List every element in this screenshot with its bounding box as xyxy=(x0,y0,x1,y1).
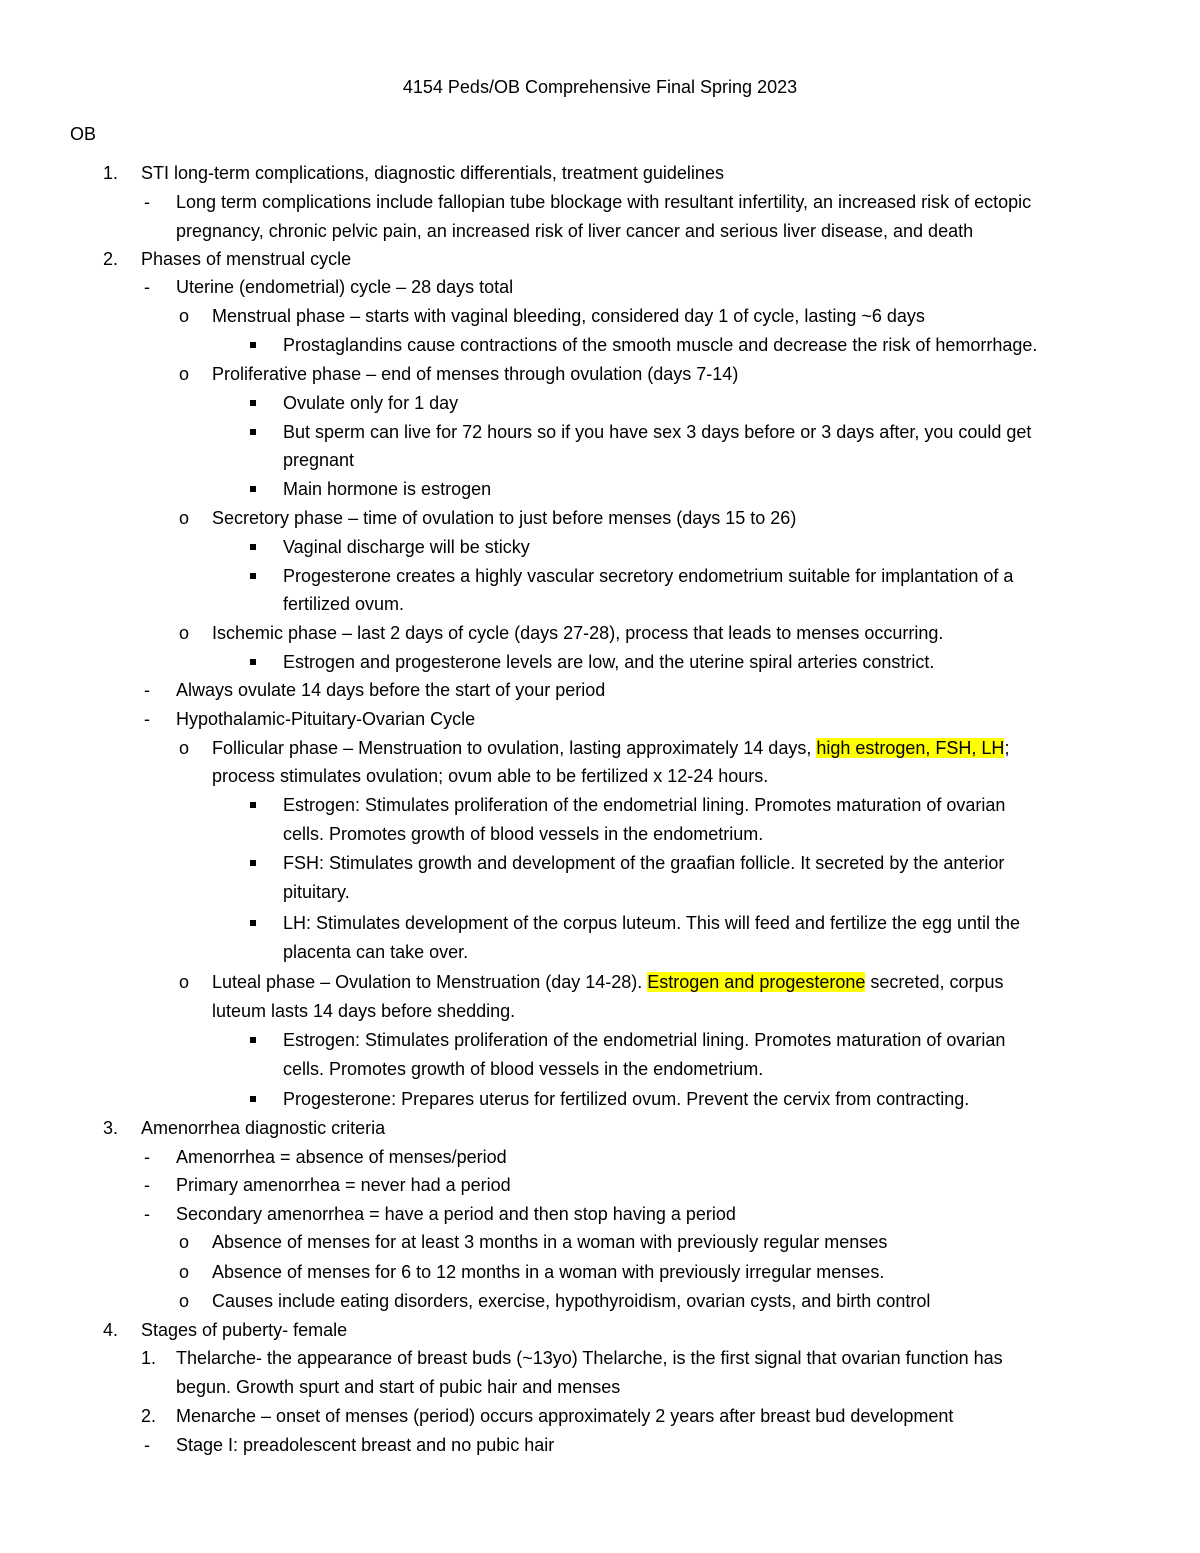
list-text: Primary amenorrhea = never had a period xyxy=(176,1175,511,1195)
square-bullet xyxy=(250,920,256,926)
dash-bullet: - xyxy=(144,680,150,700)
list-text: Long term complications include fallopian tube blockage with resultant infertility, an increased risk of ectopic xyxy=(176,192,1032,212)
list-text: Amenorrhea = absence of menses/period xyxy=(176,1147,507,1167)
square-bullet xyxy=(250,860,256,866)
list-text: Causes include eating disorders, exercise, hypothyroidism, ovarian cysts, and birth control xyxy=(212,1291,931,1311)
list-number: 1. xyxy=(141,1348,157,1368)
text-run: secreted, corpus xyxy=(865,972,1004,992)
list-number: 4. xyxy=(103,1320,119,1340)
dash-bullet: - xyxy=(144,1147,150,1167)
list-text: placenta can take over. xyxy=(283,942,469,962)
list-text: pregnancy, chronic pelvic pain, an increased risk of liver cancer and serious liver disease, and death xyxy=(176,221,974,241)
list-number: 3. xyxy=(103,1118,119,1138)
list-text: But sperm can live for 72 hours so if you have sex 3 days before or 3 days after, you could get xyxy=(283,422,1032,442)
list-text: Hypothalamic-Pituitary-Ovarian Cycle xyxy=(176,709,476,729)
circle-bullet: o xyxy=(179,1232,190,1252)
list-text: Progesterone: Prepares uterus for fertilized ovum. Prevent the cervix from contracting. xyxy=(283,1089,970,1109)
square-bullet xyxy=(250,659,256,665)
dash-bullet: - xyxy=(144,277,150,297)
list-number: 1. xyxy=(103,163,119,183)
highlighted-text: Estrogen and progesterone xyxy=(647,972,866,992)
list-text: Uterine (endometrial) cycle – 28 days total xyxy=(176,277,514,297)
list-text: pregnant xyxy=(283,450,355,470)
square-bullet xyxy=(250,486,256,492)
dash-bullet: - xyxy=(144,1435,150,1455)
list-text: Vaginal discharge will be sticky xyxy=(283,537,530,557)
list-text: cells. Promotes growth of blood vessels in the endometrium. xyxy=(283,1059,764,1079)
text-run: Follicular phase – Menstruation to ovulation, lasting approximately 14 days, xyxy=(212,738,817,758)
circle-bullet: o xyxy=(179,306,190,326)
section-heading: OB xyxy=(70,124,97,144)
list-text: Absence of menses for at least 3 months in a woman with previously regular menses xyxy=(212,1232,888,1252)
list-text: Secretory phase – time of ovulation to just before menses (days 15 to 26) xyxy=(212,508,797,528)
dash-bullet: - xyxy=(144,1175,150,1195)
list-text: Stage I: preadolescent breast and no pubic hair xyxy=(176,1435,555,1455)
circle-bullet: o xyxy=(179,623,190,643)
square-bullet xyxy=(250,342,256,348)
list-text: Main hormone is estrogen xyxy=(283,479,492,499)
list-text: luteum lasts 14 days before shedding. xyxy=(212,1001,516,1021)
list-text: process stimulates ovulation; ovum able to be fertilized x 12-24 hours. xyxy=(212,766,769,786)
list-text: Estrogen and progesterone levels are low, and the uterine spiral arteries constrict. xyxy=(283,652,935,672)
list-text: Thelarche- the appearance of breast buds (~13yo) Thelarche, is the first signal that ovarian function has xyxy=(176,1348,1003,1368)
square-bullet xyxy=(250,573,256,579)
list-text: Estrogen: Stimulates proliferation of the endometrial lining. Promotes maturation of ovarian xyxy=(283,1030,1006,1050)
list-text: Always ovulate 14 days before the start of your period xyxy=(176,680,606,700)
list-text: begun. Growth spurt and start of pubic hair and menses xyxy=(176,1377,621,1397)
circle-bullet: o xyxy=(179,1291,190,1311)
list-text: LH: Stimulates development of the corpus luteum. This will feed and fertilize the egg until the xyxy=(283,913,1021,933)
square-bullet xyxy=(250,1037,256,1043)
item-heading: Amenorrhea diagnostic criteria xyxy=(141,1118,386,1138)
document-title: 4154 Peds/OB Comprehensive Final Spring 2023 xyxy=(402,77,798,97)
list-number: 2. xyxy=(103,249,119,269)
square-bullet xyxy=(250,400,256,406)
item-heading: Stages of puberty- female xyxy=(141,1320,348,1340)
square-bullet xyxy=(250,544,256,550)
list-text: Secondary amenorrhea = have a period and then stop having a period xyxy=(176,1204,736,1224)
circle-bullet: o xyxy=(179,972,190,992)
list-text: Estrogen: Stimulates proliferation of the endometrial lining. Promotes maturation of ovarian xyxy=(283,795,1006,815)
list-number: 2. xyxy=(141,1406,157,1426)
circle-bullet: o xyxy=(179,1262,190,1282)
list-text xyxy=(212,734,1009,762)
square-bullet xyxy=(250,429,256,435)
list-text: Menstrual phase – starts with vaginal bleeding, considered day 1 of cycle, lasting ~6 days xyxy=(212,306,925,326)
list-text: cells. Promotes growth of blood vessels in the endometrium. xyxy=(283,824,764,844)
circle-bullet: o xyxy=(179,508,190,528)
square-bullet xyxy=(250,1096,256,1102)
text-run: ; xyxy=(1004,738,1010,758)
dash-bullet: - xyxy=(144,192,150,212)
list-text: fertilized ovum. xyxy=(283,594,405,614)
list-text: Absence of menses for 6 to 12 months in a woman with previously irregular menses. xyxy=(212,1262,885,1282)
dash-bullet: - xyxy=(144,709,150,729)
item-heading: Phases of menstrual cycle xyxy=(141,249,352,269)
item-heading: STI long-term complications, diagnostic differentials, treatment guidelines xyxy=(141,163,724,183)
list-text: Progesterone creates a highly vascular secretory endometrium suitable for implantation of a xyxy=(283,566,1014,586)
list-text: FSH: Stimulates growth and development of the graafian follicle. It secreted by the anterior xyxy=(283,853,1005,873)
list-text: Ischemic phase – last 2 days of cycle (days 27-28), process that leads to menses occurring. xyxy=(212,623,944,643)
circle-bullet: o xyxy=(179,364,190,384)
circle-bullet: o xyxy=(179,738,190,758)
list-text: Menarche – onset of menses (period) occurs approximately 2 years after breast bud development xyxy=(176,1406,954,1426)
list-text xyxy=(212,968,1004,996)
list-text: pituitary. xyxy=(283,882,350,902)
list-text: Ovulate only for 1 day xyxy=(283,393,459,413)
list-text: Proliferative phase – end of menses through ovulation (days 7-14) xyxy=(212,364,739,384)
list-text: Prostaglandins cause contractions of the smooth muscle and decrease the risk of hemorrhage. xyxy=(283,335,1038,355)
dash-bullet: - xyxy=(144,1204,150,1224)
text-run: Luteal phase – Ovulation to Menstruation (day 14-28). xyxy=(212,972,648,992)
highlighted-text: high estrogen, FSH, LH xyxy=(816,738,1005,758)
square-bullet xyxy=(250,802,256,808)
